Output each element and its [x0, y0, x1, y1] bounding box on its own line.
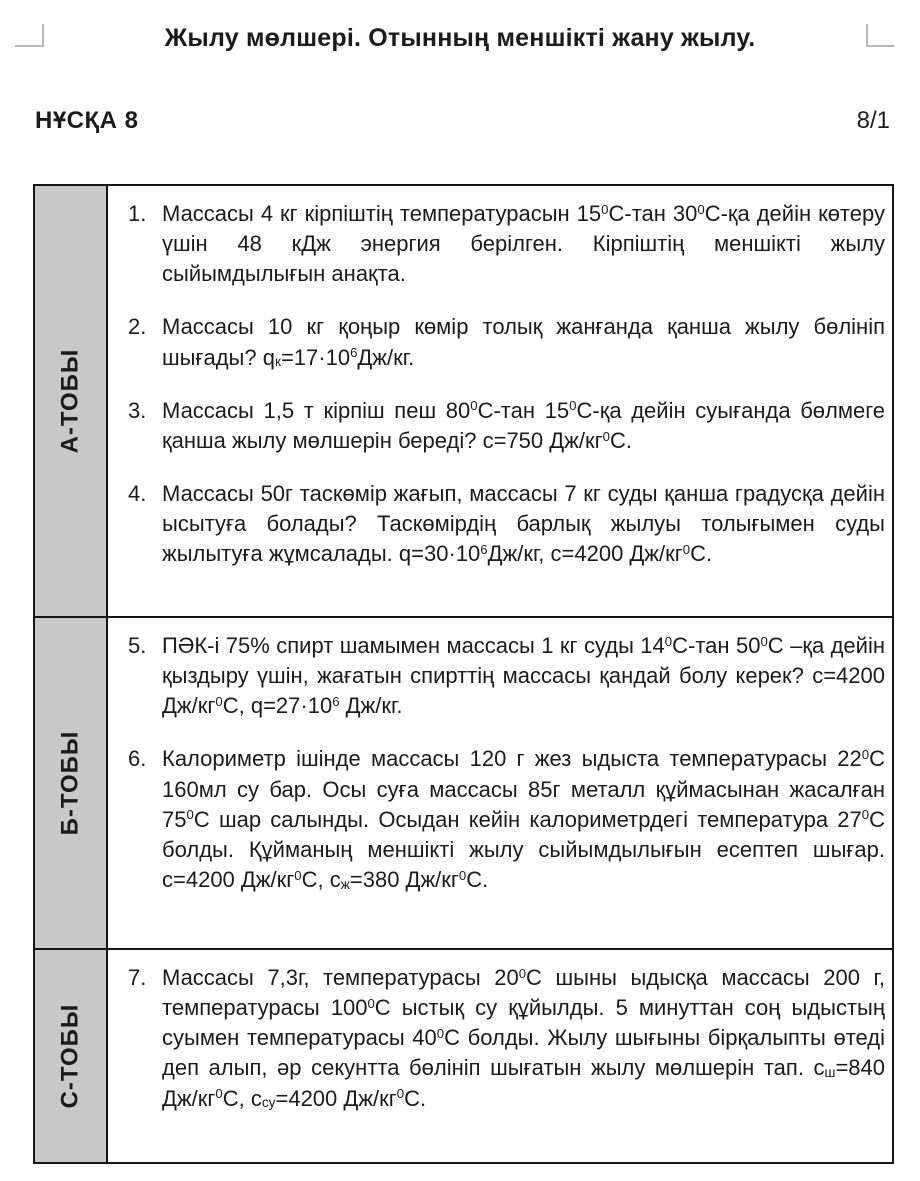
meta-row — [35, 107, 890, 135]
problem-5 — [128, 631, 885, 721]
problem-6 — [128, 744, 885, 895]
group-content-a — [108, 186, 892, 616]
page-number: 8/1 — [856, 107, 890, 134]
problem-2-text: Массасы 10 кг қоңыр көмір толық жанғанда қанша жылу бөлініп шығады? $q_к=17\cdot 10^6Дж/кг$. — [162, 314, 885, 370]
problem-7 — [128, 963, 885, 1114]
group-label-cell-b — [35, 618, 108, 948]
problem-1 — [128, 199, 885, 289]
group-content-c — [108, 950, 892, 1162]
problem-6-number: 6. — [128, 746, 147, 772]
problems-table — [33, 184, 894, 1164]
group-label-cell-c — [35, 950, 108, 1162]
problem-4-text: Массасы 50г таскөмір жағып, массасы 7 кг суды қанша градусқа дейін ысытуға болады? Таскөмірдің барлық жылуы толығымен суды жылытуға жұмсалады. $q=30\cdot 10^6Дж/кг$, с=4200 $Дж/кг^0С$. — [162, 480, 885, 567]
problem-5-text: ПӘК-і 75% спирт шамымен массасы 1 кг суды $14^0С$-тан $50^0С$ –қа дейін қыздыру үшін, жағатын спирттің массасы қандай болу керек? с=4200 $Дж/кг^0С$, $q=27\cdot 10^6$ Дж/кг. — [162, 633, 885, 719]
group-label-cell-a — [35, 186, 108, 616]
group-row-c — [35, 950, 892, 1162]
group-label-b: Б-ТОБЫ — [56, 730, 84, 836]
group-row-a — [35, 186, 892, 618]
group-content-b — [108, 618, 892, 948]
problem-6-text: Калориметр ішінде массасы 120 г жез ыдыста температурасы $22^0С$ 160мл су бар. Осы суға массасы 85г металл құймасынан жасалған $75^0С$ шар салынды. Осыдан кейін калориметрдегі температура $27^0С$ болды. Құйманың меншікті жылу сыйымдылығын есептеп шығар. с=4200 $Дж/кг^0С$, $с_ж=380$ $Дж/кг^0С$. — [162, 746, 885, 892]
problem-7-number: 7. — [128, 965, 147, 990]
variant-label: НҰСҚА 8 — [35, 107, 139, 134]
problem-1-number: 1. — [128, 201, 147, 226]
problem-4-number: 4. — [128, 480, 147, 506]
problem-3-text: Массасы 1,5 т кірпіш пеш $80^0С$-тан $15^0С-қа$ дейін суығанда бөлмеге қанша жылу мөлшерін береді? с=750 $Дж/кг^0С$. — [162, 397, 886, 453]
group-label-c: С-ТОБЫ — [56, 1003, 84, 1109]
group-label-a: А-ТОБЫ — [56, 348, 84, 454]
problem-3 — [128, 396, 885, 456]
problem-7-text: Массасы 7,3г, температурасы $20^0С$ шыны ыдысқа массасы 200 г, температурасы $100^0С$ ыстық су құйылды. 5 минуттан соң ыдыстың суымен температурасы $40^0С$ болды. Жылу шығыны бірқалыпты өтеді деп алып, әр секунтта бөлініп шығатын жылу мөлшерін тап. $с_ш=840$ $Дж/кг^0С$, $с_{су}=4200$ $Дж/кг^0С$. — [162, 965, 886, 1111]
problem-2 — [128, 312, 885, 372]
group-row-b — [35, 618, 892, 950]
problem-2-number: 2. — [128, 314, 147, 340]
problem-1-text: Массасы 4 кг кірпіштің температурасын $15^0С$-тан $30^0С-қа$ дейін көтеру үшін 48 кДж энергия берілген. Кірпіштің меншікті жылу сыйымдылығын анақта. — [162, 201, 885, 287]
scan-corner-mark-left — [15, 24, 44, 47]
problem-4 — [128, 479, 885, 569]
page-title: Жылу мөлшері. Отынның меншікті жану жылу. — [164, 24, 756, 52]
scan-corner-mark-right — [866, 24, 894, 47]
problem-3-number: 3. — [128, 397, 147, 423]
problem-5-number: 5. — [128, 633, 147, 658]
